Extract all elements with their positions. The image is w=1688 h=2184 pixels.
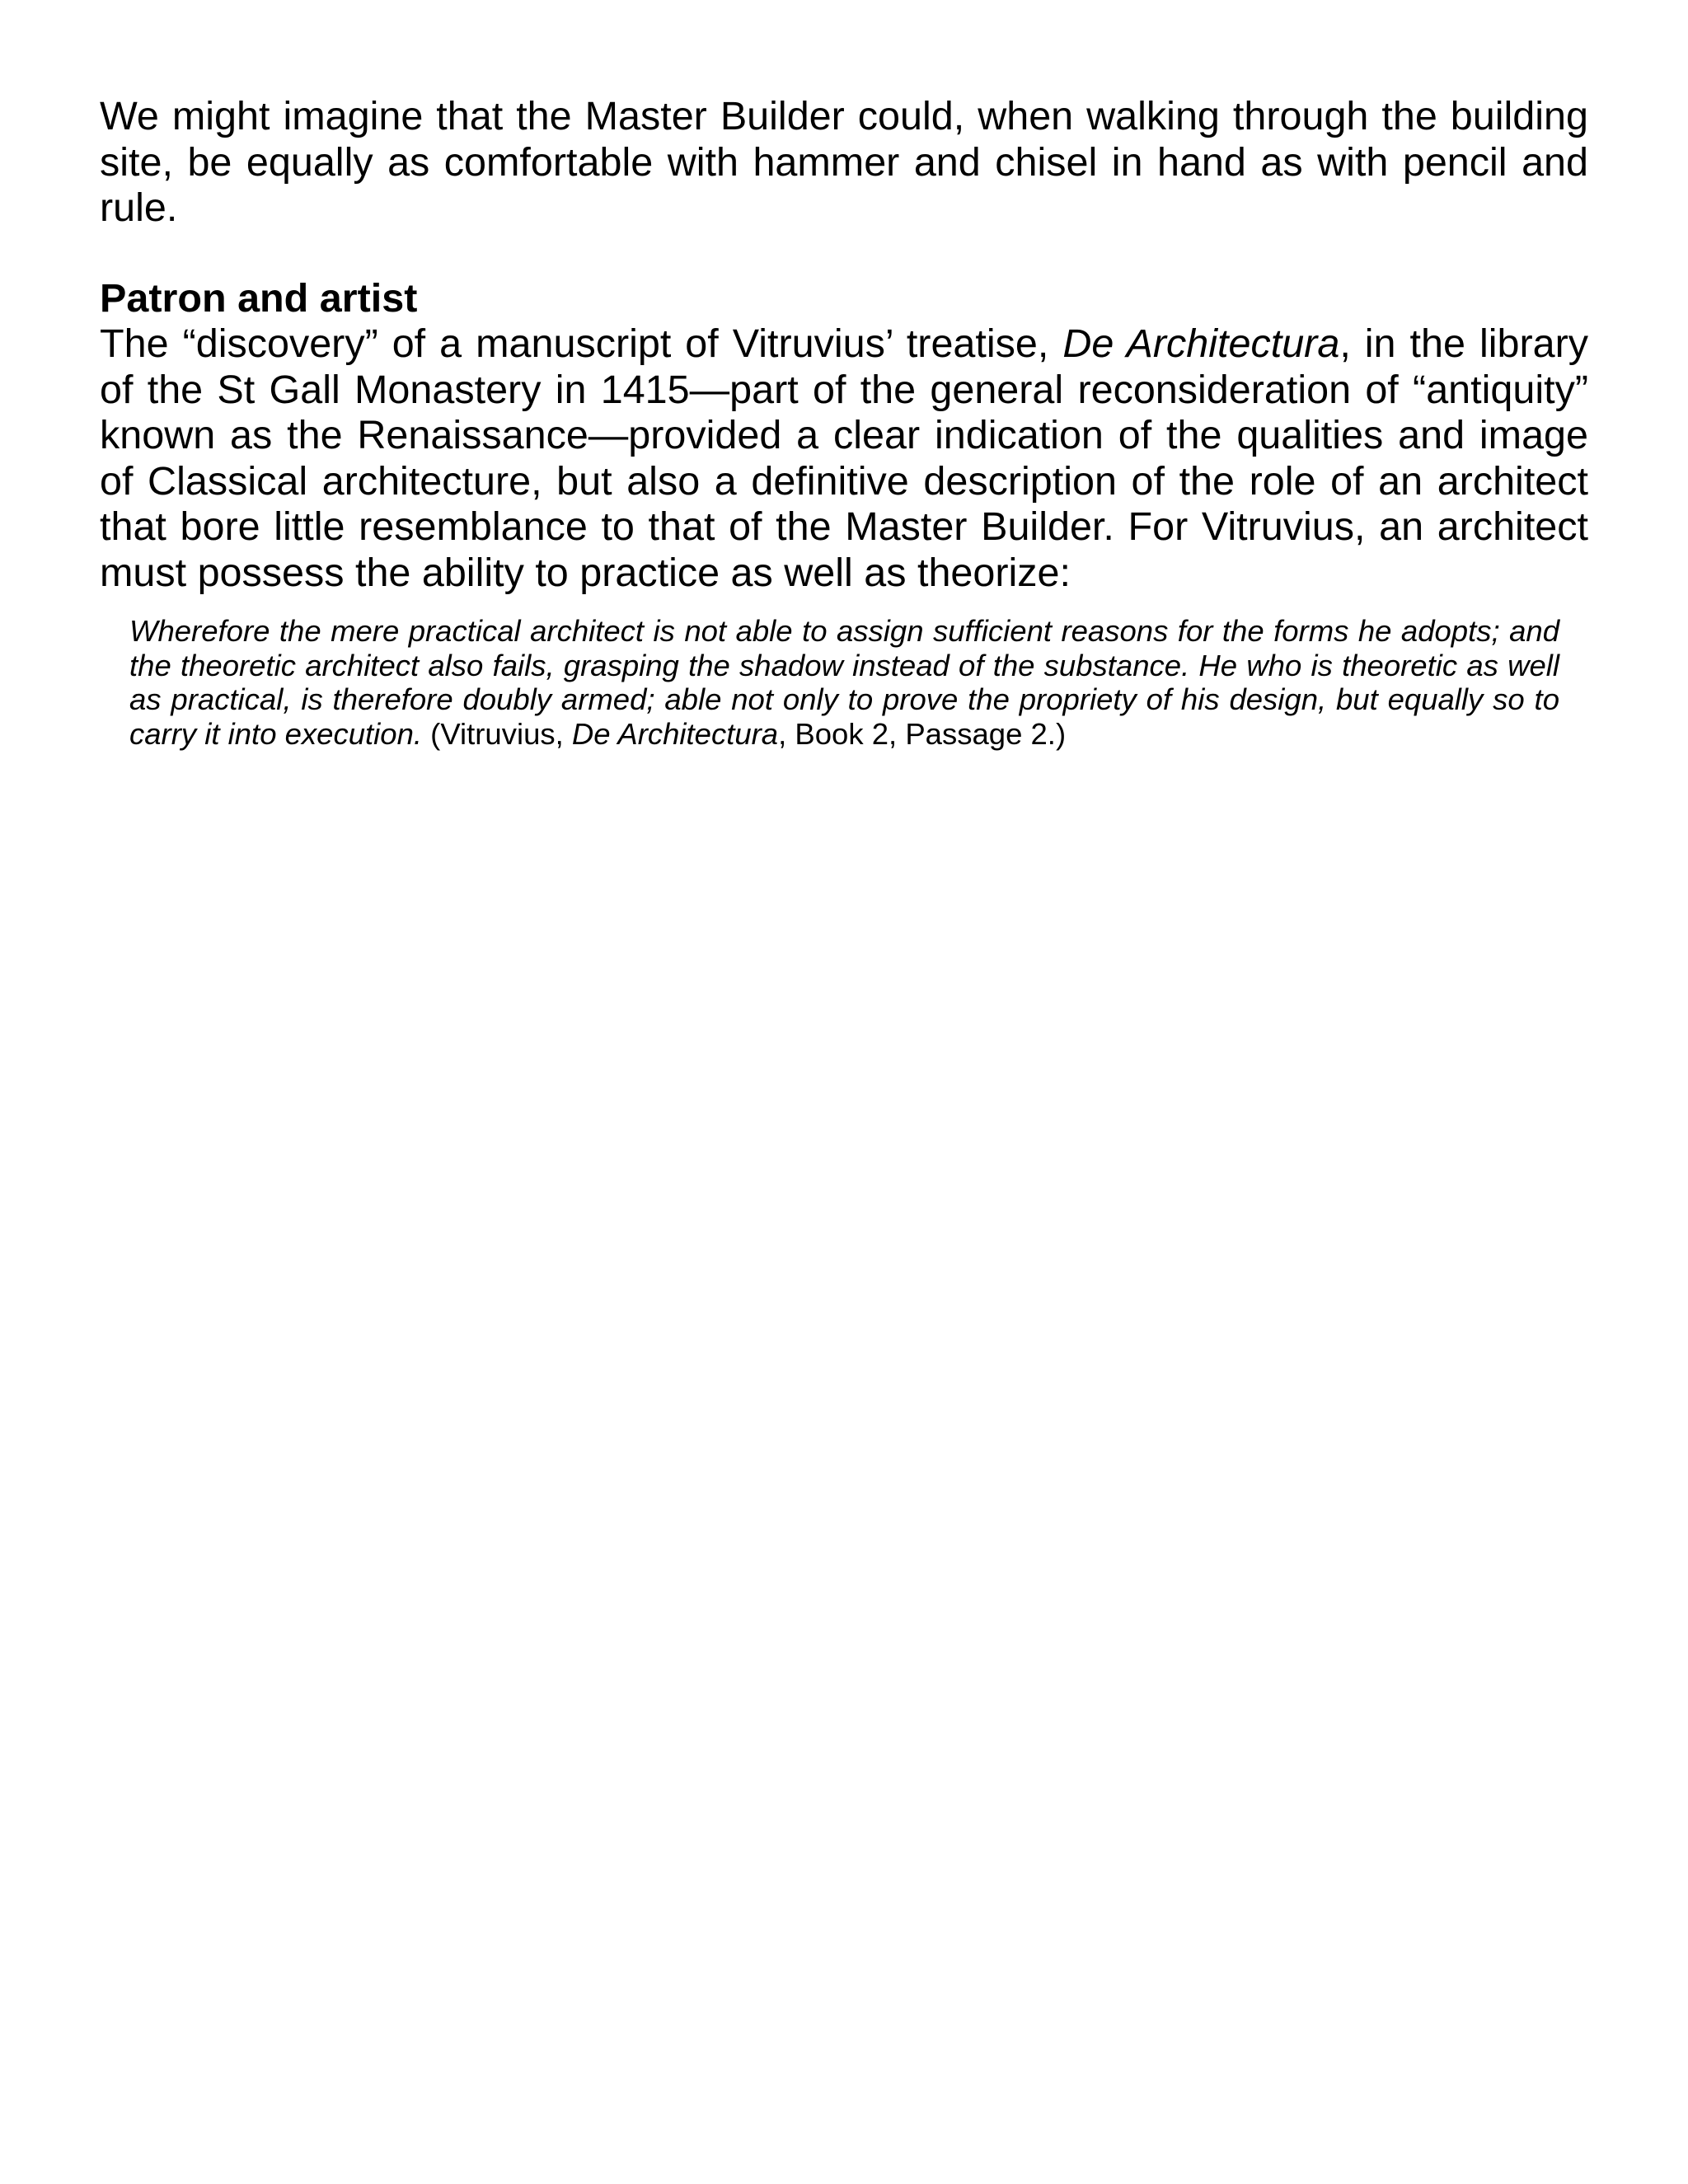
- citation-open: (Vitruvius,: [422, 716, 572, 751]
- section-heading: Patron and artist: [100, 275, 418, 321]
- intro-paragraph: [100, 94, 1588, 232]
- intro-text: We might imagine that the Master Builder could, when walking through the building site, be equally as comfortable with hammer and chisel in hand as with pencil and rule.: [100, 94, 1588, 230]
- block-quote: [129, 614, 1559, 751]
- book-title: De Architectura: [1062, 321, 1340, 366]
- document-page: [100, 94, 1588, 751]
- body-paragraph: [100, 321, 1588, 596]
- body-text-rest: , in the library of the St Gall Monastery in 1415—part of the general reconsideration of “antiquity” known as the Renaissance—provided a clear indication of the qualities and image of Classical architecture, but also a definitive description of the role of an architect that bore little resemblance to that of the Master Builder. For Vitruvius, an architect must possess the ability to practice as well as theorize:: [100, 321, 1588, 595]
- quote-text: Wherefore the mere practical architect is not able to assign sufficient reasons for the forms he adopts; and the theoretic architect also fails, grasping the shadow instead of the substance. He who is theoretic as well as practical, is therefore doubly armed; able not only to prove the propriety of his design, but equally so to carry it into execution.: [129, 614, 1559, 751]
- body-text-start: The “discovery” of a manuscript of Vitruvius’ treatise,: [100, 321, 1063, 366]
- citation-title: De Architectura: [571, 716, 779, 751]
- citation-close: , Book 2, Passage 2.): [778, 716, 1067, 751]
